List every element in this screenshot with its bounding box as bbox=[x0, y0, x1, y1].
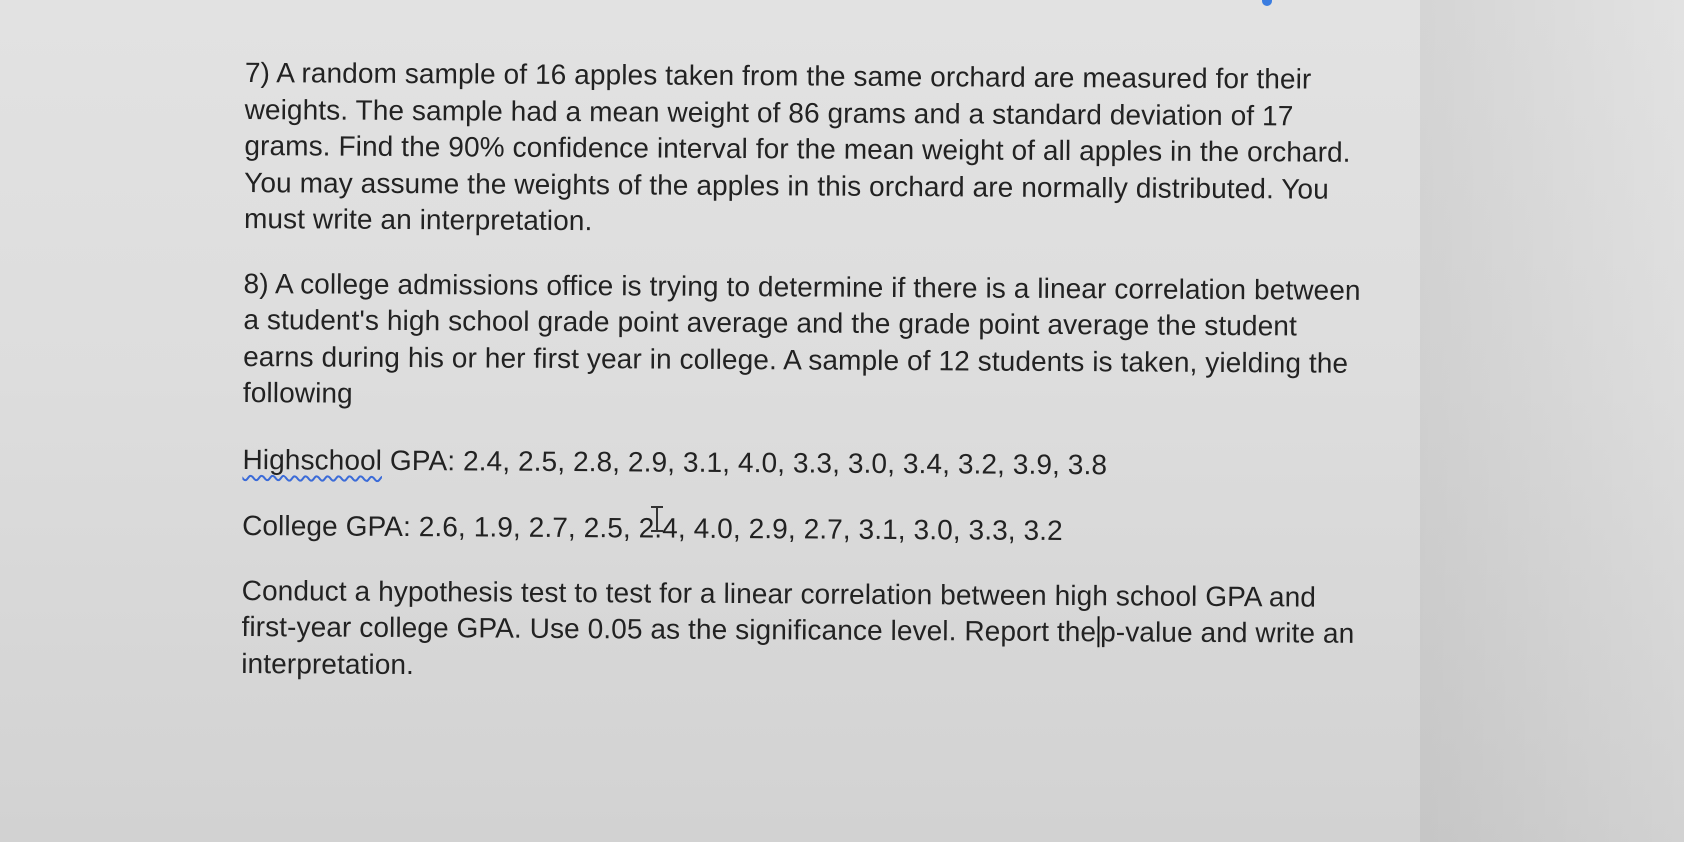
document-content[interactable] bbox=[241, 55, 1375, 689]
highschool-gpa-values: GPA: 2.4, 2.5, 2.8, 2.9, 3.1, 4.0, 3.3, 3.0, 3.4, 3.2, 3.9, 3.8 bbox=[381, 444, 1108, 480]
instructions-text-before-caret: Conduct a hypothesis test to test for a linear correlation between high school GPA and first-year college GPA. Use 0.05 as the significance level. Report the bbox=[241, 574, 1317, 648]
question-7 bbox=[244, 55, 1375, 244]
ibeam-cursor-icon bbox=[648, 505, 666, 533]
question-8-instructions bbox=[241, 572, 1372, 688]
highschool-gpa-line bbox=[242, 441, 1372, 484]
college-gpa-line bbox=[242, 508, 1372, 551]
question-7-text: 7) A random sample of 16 apples taken from the same orchard are measured for their weights. The sample had a mean weight of 86 grams and a standard deviation of 17 grams. Find the 90% confidence interval for the mean weight of all apples in the orchard. You may assume the weights of the apples in this orchard are normally distributed. You must write an interpretation. bbox=[243, 56, 1351, 237]
spellcheck-underlined-word: Highschool bbox=[242, 443, 383, 476]
text-caret-icon bbox=[1097, 616, 1099, 647]
college-gpa-values: College GPA: 2.6, 1.9, 2.7, 2.5, 2.4, 4.0, 2.9, 2.7, 3.1, 3.0, 3.3, 3.2 bbox=[242, 509, 1063, 547]
question-8 bbox=[243, 265, 1374, 418]
question-8-text: 8) A college admissions office is trying to determine if there is a linear correlation between a student's high school grade point average and the grade point average the student earns during his or her first year in college. A sample of 12 students is taken, yielding the following bbox=[242, 267, 1361, 409]
instructions-text-after-caret: p-value and write an interpretation. bbox=[241, 616, 1355, 680]
page-margin-shade bbox=[1420, 0, 1684, 842]
